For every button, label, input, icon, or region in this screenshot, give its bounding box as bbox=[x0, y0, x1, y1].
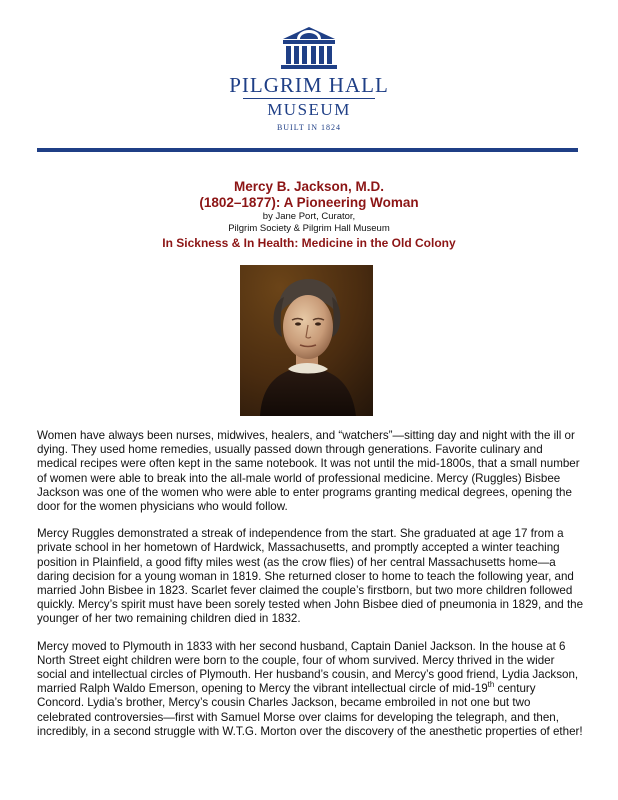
header-rule bbox=[37, 148, 578, 152]
article-body bbox=[37, 429, 585, 752]
paragraph-text: Mercy moved to Plymouth in 1833 with her second husband, Captain Daniel Jackson. In the house at 6 North Street eight children were born to the couple, four of whom survived. Mercy thrived in the wider social and intellectual circles of Plymouth. Her husband’s cousin, and Mercy’s good friend, Lydia Jackson, married Ralph Waldo Emerson, opening to Mercy the vibrant intellectual circle of mid-19 bbox=[37, 639, 579, 696]
museum-logo bbox=[0, 26, 618, 133]
page-title: Mercy B. Jackson, M.D. bbox=[233, 179, 385, 194]
portrait-image bbox=[240, 265, 373, 416]
logo-name: PILGRIM HALL bbox=[229, 73, 389, 97]
paragraph-text: century Concord. Lydia’s brother, Mercy’s cousin Charles Jackson, became embroiled in not one but two celebrated controversies—first with Samuel Morse over claims for developing the telegraph, and then, incredibly, in a second struggle with W.T.G. Morton over the discovery of the anesthetic properties of ether! bbox=[37, 682, 583, 738]
superscript: th bbox=[487, 680, 495, 690]
logo-divider bbox=[243, 98, 375, 99]
author-affiliation: Pilgrim Society & Pilgrim Hall Museum bbox=[228, 223, 390, 234]
building-icon bbox=[280, 26, 338, 72]
logo-museum: MUSEUM bbox=[267, 100, 351, 119]
paragraph: Women have always been nurses, midwives, healers, and “watchers”—sitting day and night with the ill or dying. They used home remedies, usually passed down through generations. Favorite culinary and medical recipes were often kept in the same notebook. It was not until the mid-1800s, that a small number of women were able to break into the all-male world of professional medicine. Mercy (Ruggles) Bisbee Jackson was one of the women who were able to enter programs granting medical degrees, opening the door for the women physicians who would follow. bbox=[37, 429, 580, 514]
title-block bbox=[0, 179, 618, 251]
author-byline: by Jane Port, Curator, bbox=[262, 211, 356, 222]
logo-built: BUILT IN 1824 bbox=[276, 123, 342, 132]
paragraph bbox=[37, 640, 585, 739]
series-title: In Sickness & In Health: Medicine in the Old Colony bbox=[162, 236, 456, 250]
page-title-years: (1802–1877): A Pioneering Woman bbox=[199, 195, 419, 210]
paragraph: Mercy Ruggles demonstrated a streak of independence from the start. She graduated at age 17 from a private school in her hometown of Hardwick, Massachusetts, and promptly accepted a winter teaching position in Plainfield, a good fifty miles west (as the crow flies) of her central Massachusetts home—a daring decision for a young woman in 1819. She returned closer to home to teach the following year, and married John Bisbee in 1823. Scarlet fever claimed the couple’s firstborn, but two more children followed quickly. Mercy’s spirit must have been sorely tested when John Bisbee died of pneumonia in 1829, and the younger of her two remaining children died in 1832. bbox=[37, 527, 584, 626]
